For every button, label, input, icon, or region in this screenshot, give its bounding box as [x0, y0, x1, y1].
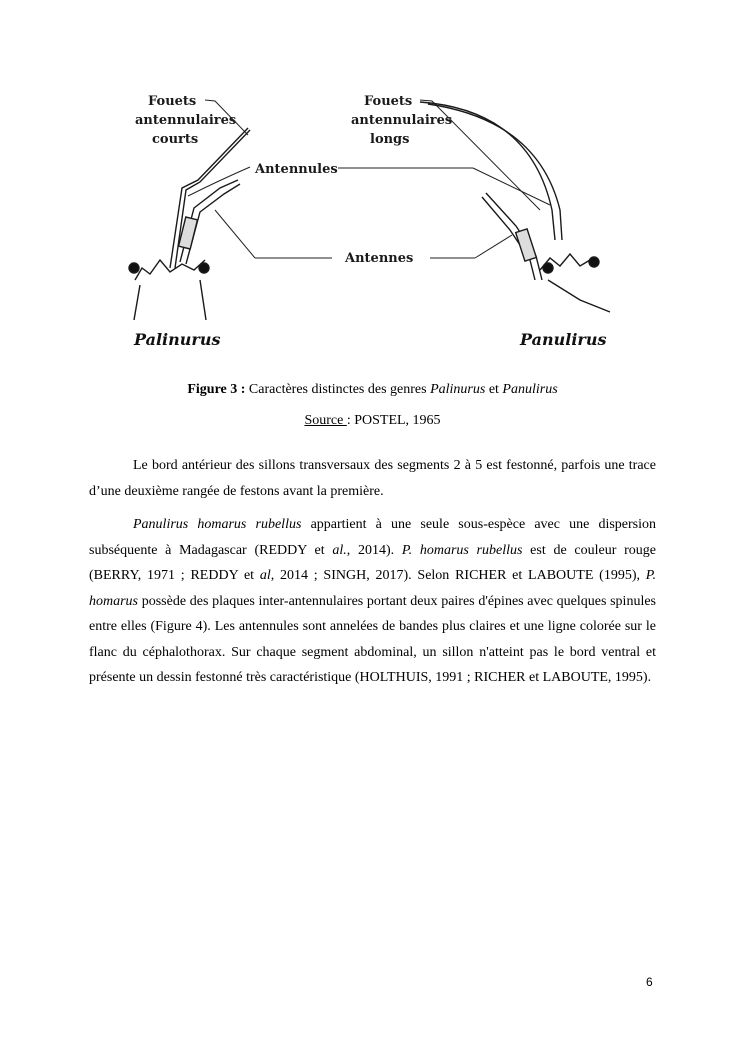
p2-text-2: est de couleur rouge (BERRY, 1971 ; REDDY et: [89, 542, 656, 583]
label-fouets-courts-1: Fouets: [148, 94, 197, 109]
panulirus-drawing: [420, 102, 610, 312]
p2-text-3: possède des plaques inter-antennulaires portant deux paires d'épines avec quelques spinules entre elles (Figure 4). Les antennules sont annelées de bandes plus claires et une ligne colorée sur le flanc du céphalothorax. Sur chaque segment abdominal, un sillon n'atteint pas le bord ventral et présente un dessin festonné très caractéristique (HOLTHUIS, 1991 ; RICHER et LABOUTE, 1995).: [89, 593, 656, 685]
label-fouets-longs-2: antennulaires: [351, 113, 453, 128]
p2-species-1: Panulirus homarus rubellus: [133, 517, 302, 532]
p2-text-2-end: , 2014 ; SINGH, 2017). Selon RICHER et LABOUTE (1995),: [270, 568, 646, 583]
caption-text-b: et: [485, 382, 503, 397]
genus-palinurus: Palinurus: [134, 330, 221, 349]
caption-genus-1: Palinurus: [430, 382, 486, 397]
palinurus-drawing: [129, 128, 250, 320]
paragraph-1: [89, 453, 656, 504]
figure-caption: [0, 382, 745, 398]
label-fouets-courts-3: courts: [152, 132, 199, 147]
caption-label: Figure 3 :: [187, 382, 246, 397]
paragraph-2: [89, 512, 656, 691]
page-number: 6: [646, 975, 653, 989]
label-fouets-longs-3: longs: [370, 132, 410, 147]
label-fouets-longs-1: Fouets: [364, 94, 413, 109]
source-label: Source: [304, 413, 347, 428]
lobster-antennae-drawing: [120, 80, 620, 355]
caption-text-a: Caractères distinctes des genres: [245, 382, 431, 397]
p2-species-2: P. homarus rubellus: [401, 542, 523, 558]
source-text: : POSTEL, 1965: [346, 413, 441, 428]
figure-3-illustration: [120, 80, 620, 355]
figure-source: [0, 413, 745, 429]
p2-al-1: al.: [332, 542, 347, 558]
genus-panulirus: Panulirus: [520, 330, 607, 349]
caption-genus-2: Panulirus: [502, 382, 558, 397]
label-fouets-courts-2: antennulaires: [135, 113, 237, 128]
p2-species-3: P. homarus: [89, 568, 656, 609]
label-antennules: Antennules: [255, 162, 338, 177]
p2-text-1: appartient à une seule sous-espèce avec une dispersion subséquente à Madagascar (REDDY et: [89, 517, 657, 558]
p2-al-2: al: [259, 568, 271, 583]
paragraph-1-text: Le bord antérieur des sillons transversaux des segments 2 à 5 est festonné, parfois une trace d’une deuxième rangée de festons avant la première.: [89, 458, 656, 499]
label-antennes: Antennes: [345, 251, 414, 266]
p2-text-1-end: , 2014).: [346, 542, 402, 558]
